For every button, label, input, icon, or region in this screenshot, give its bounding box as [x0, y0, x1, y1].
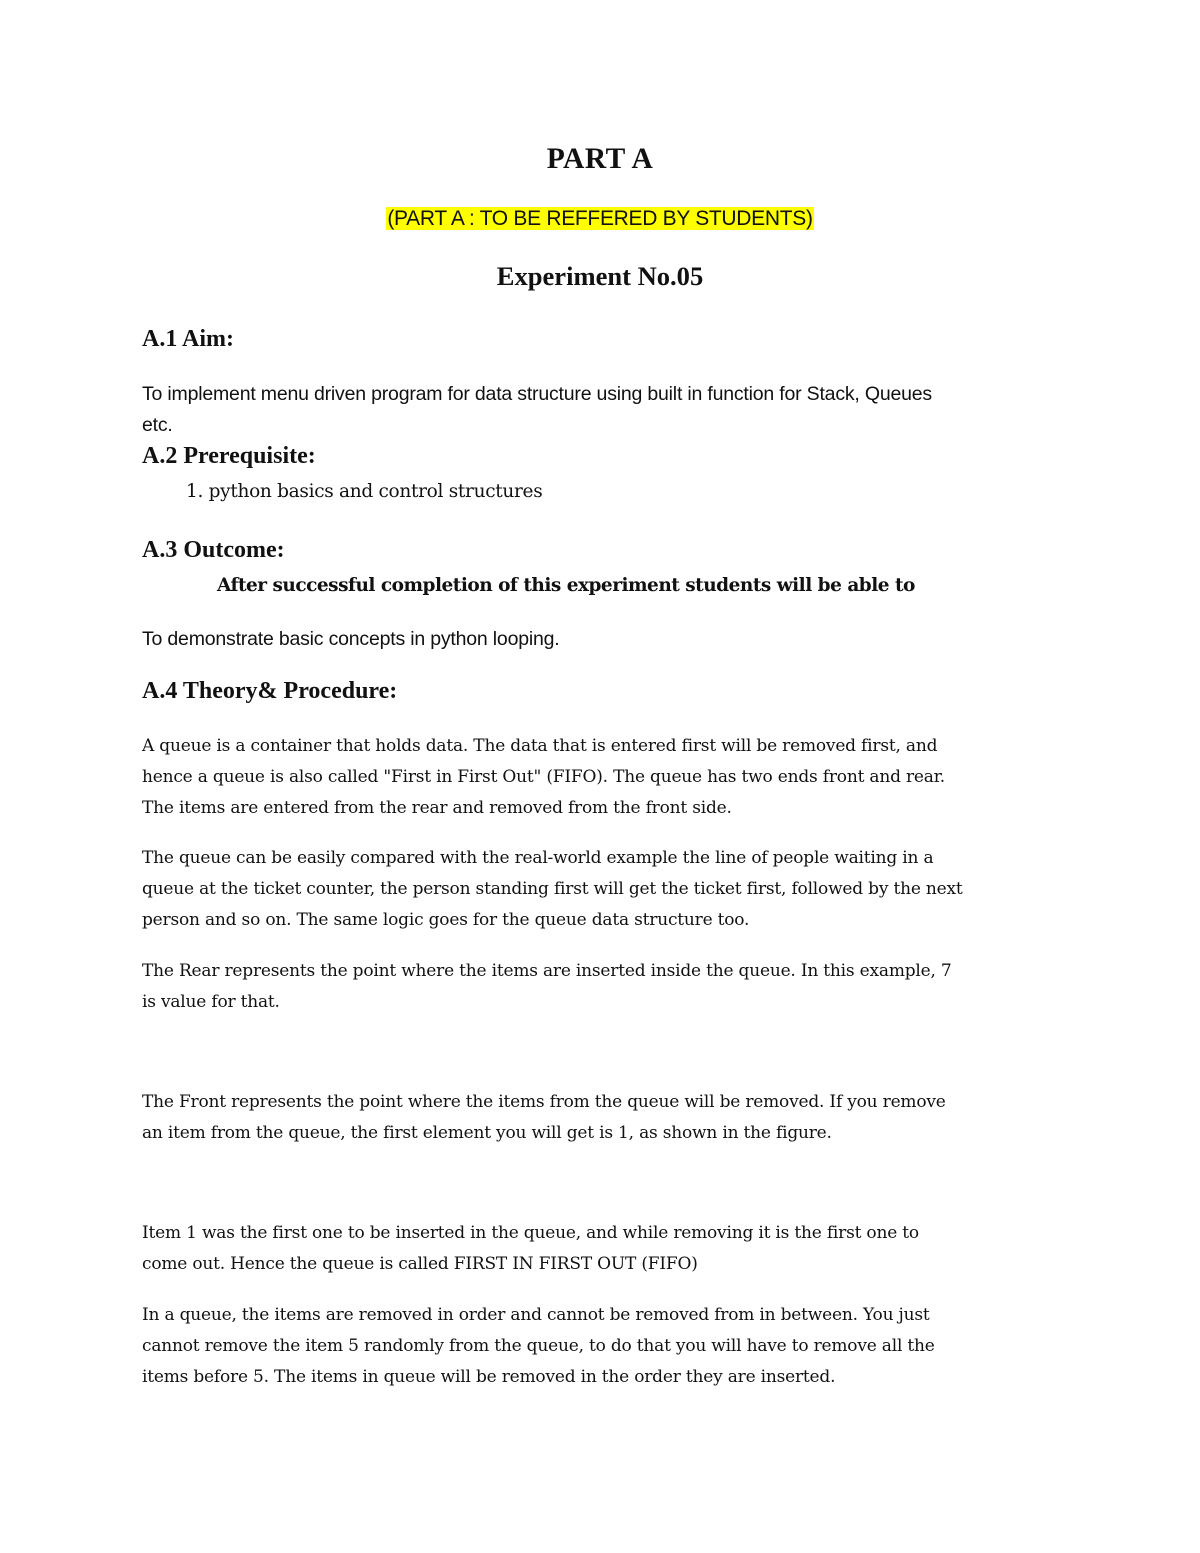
- theory-paragraph-line: person and so on. The same logic goes for the queue data structure too.: [142, 910, 750, 930]
- theory-paragraph-line: items before 5. The items in queue will be removed in the order they are inserted.: [142, 1367, 836, 1387]
- theory-heading: A.4 Theory& Procedure:: [142, 678, 398, 704]
- theory-paragraph-line: come out. Hence the queue is called FIRST IN FIRST OUT (FIFO): [142, 1254, 698, 1274]
- theory-paragraph-line: A queue is a container that holds data. The data that is entered first will be removed first, and: [142, 736, 938, 756]
- theory-paragraph-line: The Rear represents the point where the items are inserted inside the queue. In this example, 7: [142, 961, 952, 981]
- outcome-lead: After successful completion of this experiment students will be able to: [217, 575, 915, 596]
- theory-paragraph-line: an item from the queue, the first element you will get is 1, as shown in the figure.: [142, 1123, 832, 1143]
- theory-paragraph-line: The queue can be easily compared with the real-world example the line of people waiting in a: [142, 848, 934, 868]
- prerequisite-list-item: 1. python basics and control structures: [186, 481, 543, 502]
- theory-paragraph-line: Item 1 was the first one to be inserted in the queue, and while removing it is the first one to: [142, 1223, 919, 1243]
- aim-heading: A.1 Aim:: [142, 326, 234, 352]
- aim-text-line: etc.: [142, 414, 173, 436]
- theory-paragraph-line: queue at the ticket counter, the person standing first will get the ticket first, followed by the next: [142, 879, 963, 899]
- theory-paragraph-line: In a queue, the items are removed in order and cannot be removed from in between. You just: [142, 1305, 930, 1325]
- theory-paragraph-line: The items are entered from the rear and removed from the front side.: [142, 798, 732, 818]
- outcome-text: To demonstrate basic concepts in python looping.: [142, 628, 560, 650]
- theory-paragraph-line: hence a queue is also called "First in First Out" (FIFO). The queue has two ends front and rear.: [142, 767, 945, 787]
- theory-paragraph-line: The Front represents the point where the items from the queue will be removed. If you remove: [142, 1092, 946, 1112]
- outcome-heading: A.3 Outcome:: [142, 537, 285, 563]
- part-title: PART A: [546, 143, 654, 175]
- prerequisite-heading: A.2 Prerequisite:: [142, 443, 316, 469]
- experiment-title: Experiment No.05: [496, 261, 704, 291]
- theory-paragraph-line: cannot remove the item 5 randomly from the queue, to do that you will have to remove all the: [142, 1336, 935, 1356]
- theory-paragraph-line: is value for that.: [142, 992, 280, 1012]
- subtitle-container: [0, 207, 1200, 231]
- aim-text-line: To implement menu driven program for data structure using built in function for Stack, Queues: [142, 383, 932, 405]
- highlighted-subtitle: (PART A : TO BE REFFERED BY STUDENTS): [387, 207, 813, 230]
